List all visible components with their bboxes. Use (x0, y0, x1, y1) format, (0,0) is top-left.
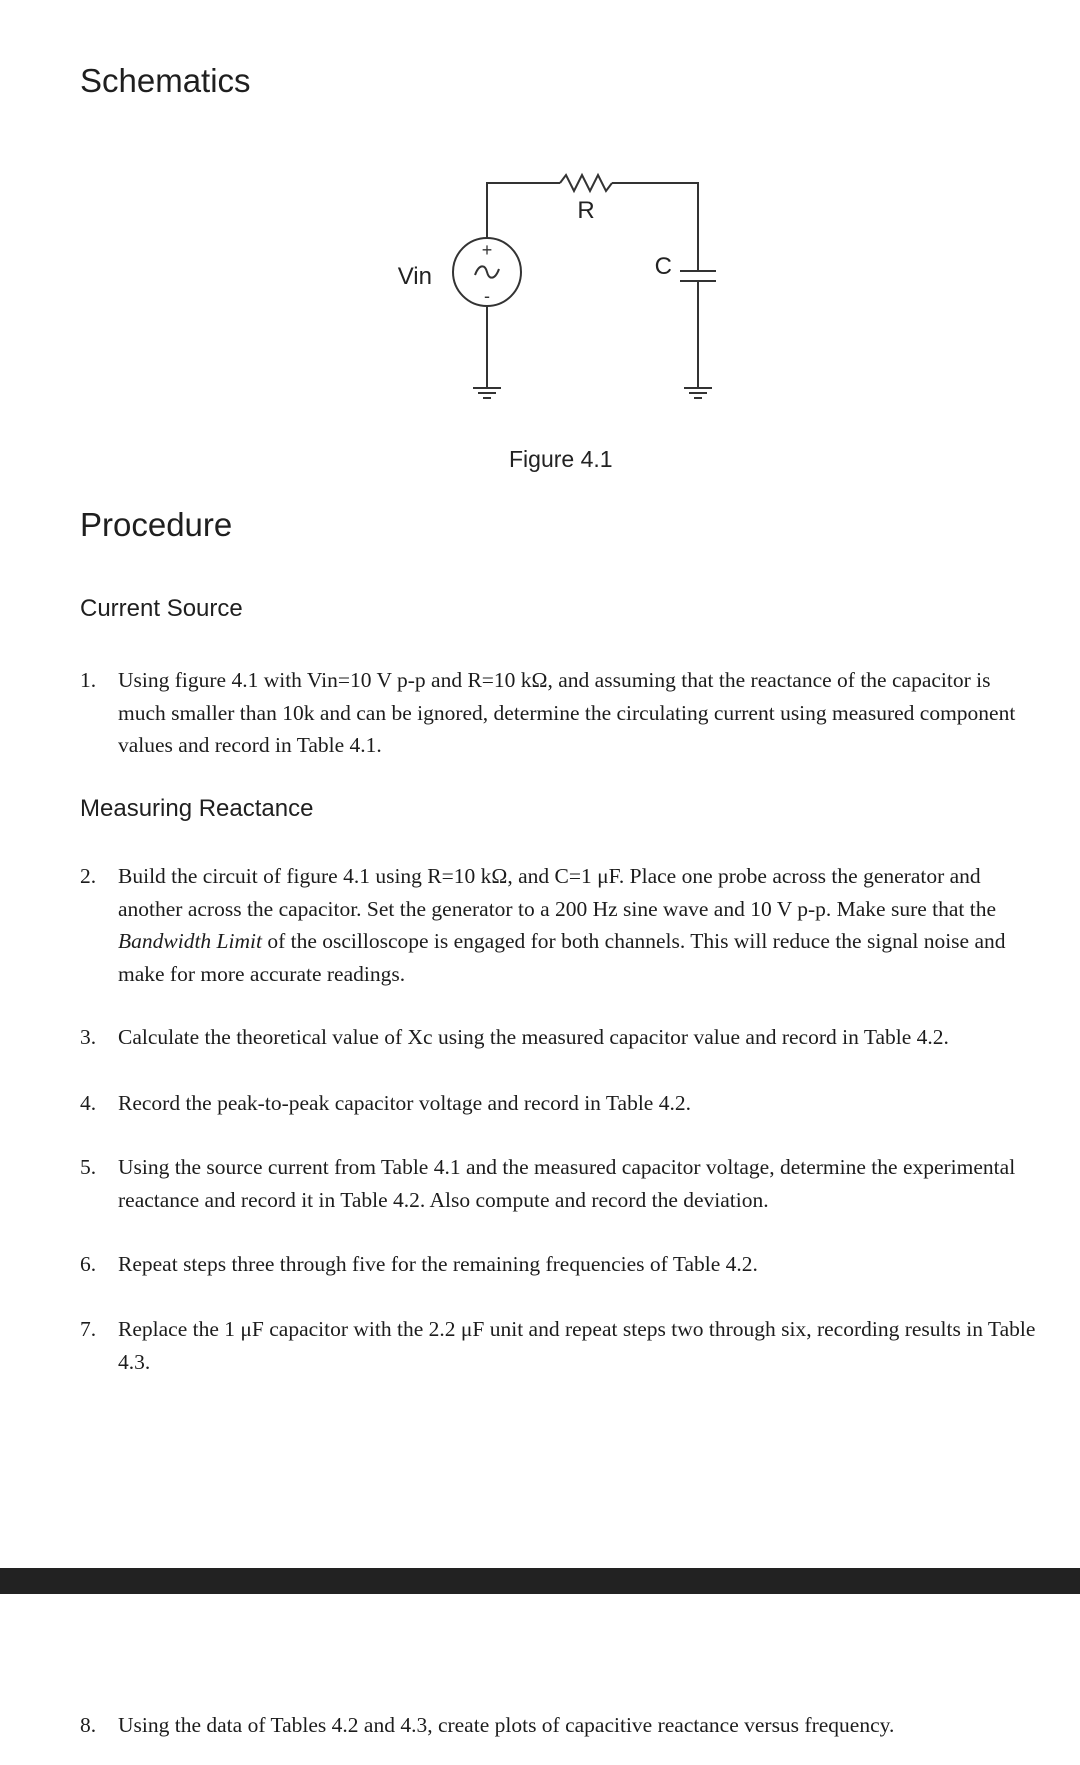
procedure-step-6 (80, 1248, 1040, 1282)
plus-sign: + (481, 240, 493, 260)
procedure-step-7 (80, 1313, 1040, 1381)
procedure-step-5 (80, 1151, 1040, 1219)
resistor-label: R (577, 197, 595, 224)
step-number: 3. (80, 1025, 97, 1049)
capacitor-label: C (654, 253, 672, 280)
vin-label: Vin (397, 263, 432, 290)
step-text: Replace the 1 μF capacitor with the 2.2 μF unit and repeat steps two through six, recording results in Table 4.3. (118, 1317, 1036, 1374)
step-text: Repeat steps three through five for the remaining frequencies of Table 4.2. (118, 1252, 758, 1276)
step-number: 8. (80, 1713, 97, 1737)
resistor-symbol (560, 175, 612, 191)
procedure-step-1 (80, 664, 1040, 764)
step-number: 2. (80, 864, 97, 888)
current-source-heading: Current Source (80, 595, 243, 622)
step-text-part: of the oscilloscope is engaged for both channels. This will reduce the signal noise and make for more accurate readings. (118, 929, 1006, 986)
step-text-part: Build the circuit of figure 4.1 using R=10 kΩ, and C=1 μF. Place one probe across the generator and another across the capacitor. Set the generator to a 200 Hz sine wave and 10 V p-p. Make sure that the (118, 864, 997, 921)
sine-icon (475, 266, 499, 277)
step-text: Using figure 4.1 with Vin=10 V p-p and R=10 kΩ, and assuming that the reactance of the capacitor is much smaller than 10k and can be ignored, determine the circulating current using measured component values and record in Table 4.1. (118, 668, 1016, 757)
procedure-step-4 (80, 1087, 1040, 1121)
wire-top-left (487, 183, 560, 238)
procedure-heading: Procedure (80, 506, 233, 543)
step-number: 1. (80, 668, 97, 692)
bandwidth-limit-term: Bandwidth Limit (118, 929, 262, 953)
page-break-bar (0, 1568, 1080, 1594)
step-text: Using the source current from Table 4.1 and the measured capacitor voltage, determine the experimental reactance and record it in Table 4.2. Also compute and record the deviation. (118, 1155, 1016, 1212)
step-number: 5. (80, 1155, 97, 1179)
step-number: 4. (80, 1091, 97, 1115)
step-number: 6. (80, 1252, 97, 1276)
procedure-step-2 (80, 860, 1040, 992)
step-number: 7. (80, 1317, 97, 1341)
step-text (118, 860, 1040, 990)
minus-sign: - (484, 286, 490, 306)
step-text: Using the data of Tables 4.2 and 4.3, create plots of capacitive reactance versus frequency. (118, 1713, 895, 1737)
step-text: Calculate the theoretical value of Xc using the measured capacitor value and record in Table 4.2. (118, 1025, 949, 1049)
circuit-schematic (380, 160, 740, 410)
step-text: Record the peak-to-peak capacitor voltage and record in Table 4.2. (118, 1091, 691, 1115)
procedure-step-3 (80, 1021, 1040, 1055)
measuring-reactance-heading: Measuring Reactance (80, 795, 314, 822)
schematics-heading: Schematics (80, 62, 251, 99)
figure-caption: Figure 4.1 (509, 446, 613, 472)
procedure-step-8 (80, 1709, 1040, 1743)
